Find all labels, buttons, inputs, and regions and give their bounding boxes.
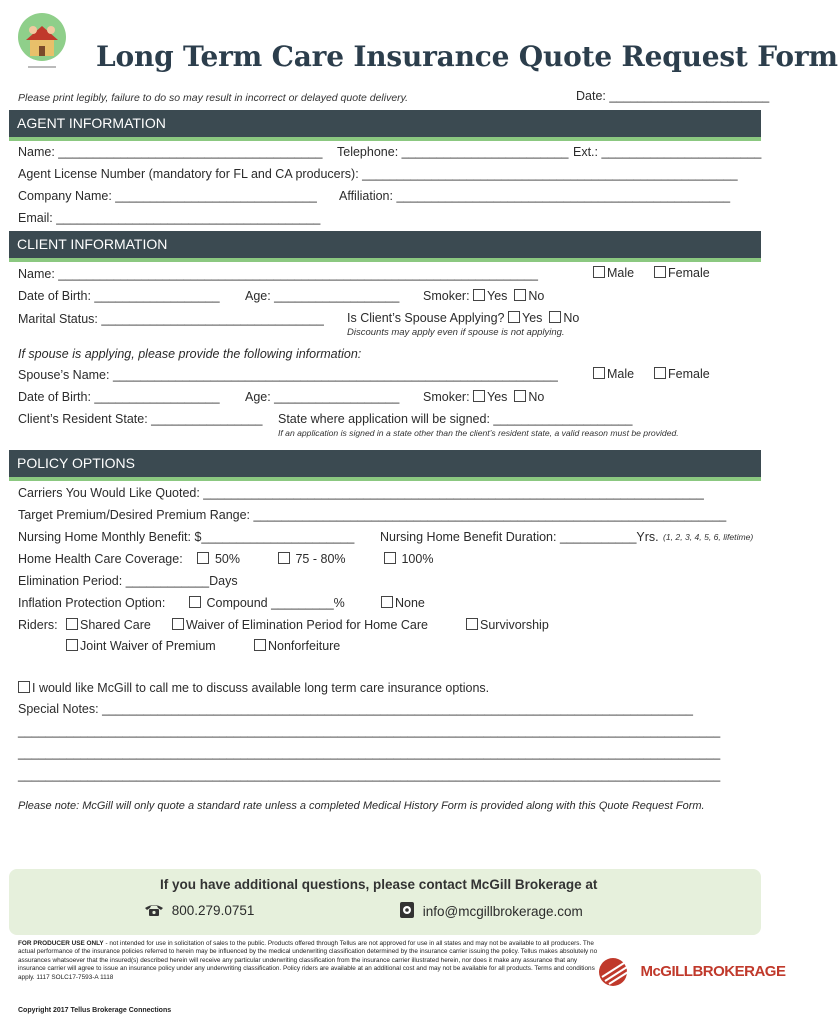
resident-state-field[interactable]: Client’s Resident State: ________________ — [18, 412, 263, 426]
hhc-75-option[interactable]: 75 - 80% — [278, 552, 346, 566]
mcgill-logo-icon — [598, 957, 636, 987]
client-smoker-group: Smoker: Yes No — [423, 289, 545, 303]
spouse-no-checkbox[interactable] — [549, 311, 561, 323]
nh-monthly-benefit-field[interactable]: Nursing Home Monthly Benefit: $______________________ — [18, 530, 355, 544]
smoker-yes-checkbox[interactable] — [473, 289, 485, 301]
hhc-50-option[interactable]: 50% — [194, 552, 240, 566]
page-title: Long Term Care Insurance Quote Request Form — [96, 40, 838, 73]
smoker-no-checkbox[interactable] — [514, 289, 526, 301]
male-checkbox[interactable] — [593, 266, 605, 278]
date-field[interactable]: Date: _______________________ — [576, 89, 770, 103]
spouse-yes-checkbox[interactable] — [508, 311, 520, 323]
mcgill-brokerage-logo: McGILLBROKERAGE — [598, 957, 785, 987]
spouse-female-option[interactable]: Female — [654, 367, 710, 381]
call-request-checkbox[interactable] — [18, 681, 30, 693]
survivorship-checkbox[interactable] — [466, 618, 478, 630]
print-instructions: Please print legibly, failure to do so may result in incorrect or delayed quote delivery. — [18, 92, 409, 104]
nh-duration-field[interactable]: Nursing Home Benefit Duration: ___________Yrs. — [380, 530, 659, 544]
joint-waiver-checkbox[interactable] — [66, 639, 78, 651]
none-checkbox[interactable] — [381, 596, 393, 608]
call-request-option[interactable]: I would like McGill to call me to discuss available long term care insurance options. — [18, 681, 489, 695]
duration-options-note: (1, 2, 3, 4, 5, 6, lifetime) — [663, 532, 754, 542]
signed-state-note: If an application is signed in a state other than the client’s resident state, a valid reason must be provided. — [278, 428, 679, 438]
company-name-field[interactable]: Company Name: _____________________________ — [18, 189, 317, 203]
discount-note: Discounts may apply even if spouse is not applying. — [347, 327, 565, 338]
nonforfeiture-checkbox[interactable] — [254, 639, 266, 651]
shared-care-option[interactable]: Shared Care — [66, 618, 151, 632]
spouse-smoker-no-checkbox[interactable] — [514, 390, 526, 402]
spouse-female-checkbox[interactable] — [654, 367, 666, 379]
client-section-header: CLIENT INFORMATION — [9, 231, 761, 262]
hhc-75-checkbox[interactable] — [278, 552, 290, 564]
spouse-male-checkbox[interactable] — [593, 367, 605, 379]
shared-care-checkbox[interactable] — [66, 618, 78, 630]
client-age-field[interactable]: Age: __________________ — [245, 289, 400, 303]
hhc-50-checkbox[interactable] — [197, 552, 209, 564]
compound-checkbox[interactable] — [189, 596, 201, 608]
signed-state-field[interactable]: State where application will be signed: ____________________ — [278, 412, 633, 426]
spouse-smoker-group: Smoker: Yes No — [423, 390, 545, 404]
marital-status-field[interactable]: Marital Status: ________________________________ — [18, 312, 324, 326]
agent-name-field[interactable]: Name: ______________________________________ — [18, 145, 323, 159]
spouse-name-field[interactable]: Spouse’s Name: ________________________________________________________________ — [18, 368, 558, 382]
agency-logo-icon — [14, 10, 70, 70]
agent-license-field[interactable]: Agent License Number (mandatory for FL and CA producers): ______________________________________________________ — [18, 167, 738, 181]
agent-telephone-field[interactable]: Telephone: ________________________ — [337, 145, 569, 159]
nonforfeiture-option[interactable]: Nonforfeiture — [254, 639, 340, 653]
target-premium-field[interactable]: Target Premium/Desired Premium Range: ____________________________________________________________________ — [18, 508, 727, 522]
notes-line-2[interactable]: _____________________________________________________________________________________________________ — [18, 746, 721, 760]
spouse-applying-group: Is Client’s Spouse Applying? Yes No — [347, 311, 580, 325]
spouse-age-field[interactable]: Age: __________________ — [245, 390, 400, 404]
medical-history-note: Please note: McGill will only quote a standard rate unless a completed Medical History Form is provided along with this Quote Request Form. — [18, 800, 705, 812]
email-icon — [399, 901, 415, 919]
spouse-male-option[interactable]: Male — [593, 367, 634, 381]
hhc-100-option[interactable]: 100% — [384, 552, 433, 566]
client-dob-field[interactable]: Date of Birth: __________________ — [18, 289, 220, 303]
compound-option[interactable]: Compound _________% — [189, 596, 345, 610]
joint-waiver-option[interactable]: Joint Waiver of Premium — [66, 639, 216, 653]
waiver-hhc-checkbox[interactable] — [172, 618, 184, 630]
spouse-dob-field[interactable]: Date of Birth: __________________ — [18, 390, 220, 404]
contact-email[interactable]: info@mcgillbrokerage.com — [399, 901, 583, 919]
producer-disclaimer: FOR PRODUCER USE ONLY - not intended for use in solicitation of sales to the public. Products offered through Tellus are not approved for use in all states and may not be available to all producers. The actual performance of the insurance policies referred to herein may be influenced by the medical underwriting classification determined by the insurance carrier issuing the policy. Tellus makes absolutely no assurances whatsoever that the insured(s) described herein will receive any particular underwriting classification from the insurance carrier illustrated herein, nor does it make any assurance that any insurance carrier will agree to issue an insurance policy under any underwriting classification. Policy riders are available at an additional cost and may not be available for all products. Terms and conditions apply. 1117 SOLC17-7593-A 1118 — [18, 940, 598, 981]
notes-line-3[interactable]: _____________________________________________________________________________________________________ — [18, 768, 721, 782]
agent-email-field[interactable]: Email: ______________________________________ — [18, 211, 321, 225]
copyright: Copyright 2017 Tellus Brokerage Connections — [18, 1007, 172, 1014]
agent-section-header: AGENT INFORMATION — [9, 110, 761, 141]
female-checkbox[interactable] — [654, 266, 666, 278]
spouse-intro: If spouse is applying, please provide the following information: — [18, 347, 362, 361]
contact-heading: If you have additional questions, please contact McGill Brokerage at — [160, 877, 598, 892]
contact-phone[interactable]: 800.279.0751 — [144, 903, 254, 918]
inflation-none-option[interactable]: None — [381, 596, 425, 610]
spouse-smoker-yes-checkbox[interactable] — [473, 390, 485, 402]
client-male-option[interactable]: Male — [593, 266, 634, 280]
notes-line-1[interactable]: _____________________________________________________________________________________________________ — [18, 724, 721, 738]
elimination-period-field[interactable]: Elimination Period: ____________Days — [18, 574, 238, 588]
special-notes-field[interactable]: Special Notes: _____________________________________________________________________________________ — [18, 702, 693, 716]
hhc-100-checkbox[interactable] — [384, 552, 396, 564]
waiver-hhc-option[interactable]: Waiver of Elimination Period for Home Care — [172, 618, 428, 632]
affiliation-field[interactable]: Affiliation: ________________________________________________ — [339, 189, 731, 203]
riders-label: Riders: — [18, 618, 58, 632]
hhc-label: Home Health Care Coverage: — [18, 552, 183, 566]
agent-ext-field[interactable]: Ext.: _______________________ — [573, 145, 762, 159]
carriers-field[interactable]: Carriers You Would Like Quoted: ________________________________________________________________________ — [18, 486, 704, 500]
policy-section-header: POLICY OPTIONS — [9, 450, 761, 481]
phone-icon — [144, 903, 164, 917]
survivorship-option[interactable]: Survivorship — [466, 618, 549, 632]
inflation-label: Inflation Protection Option: — [18, 596, 166, 610]
client-name-field[interactable]: Name: _____________________________________________________________________ — [18, 267, 538, 281]
client-female-option[interactable]: Female — [654, 266, 710, 280]
